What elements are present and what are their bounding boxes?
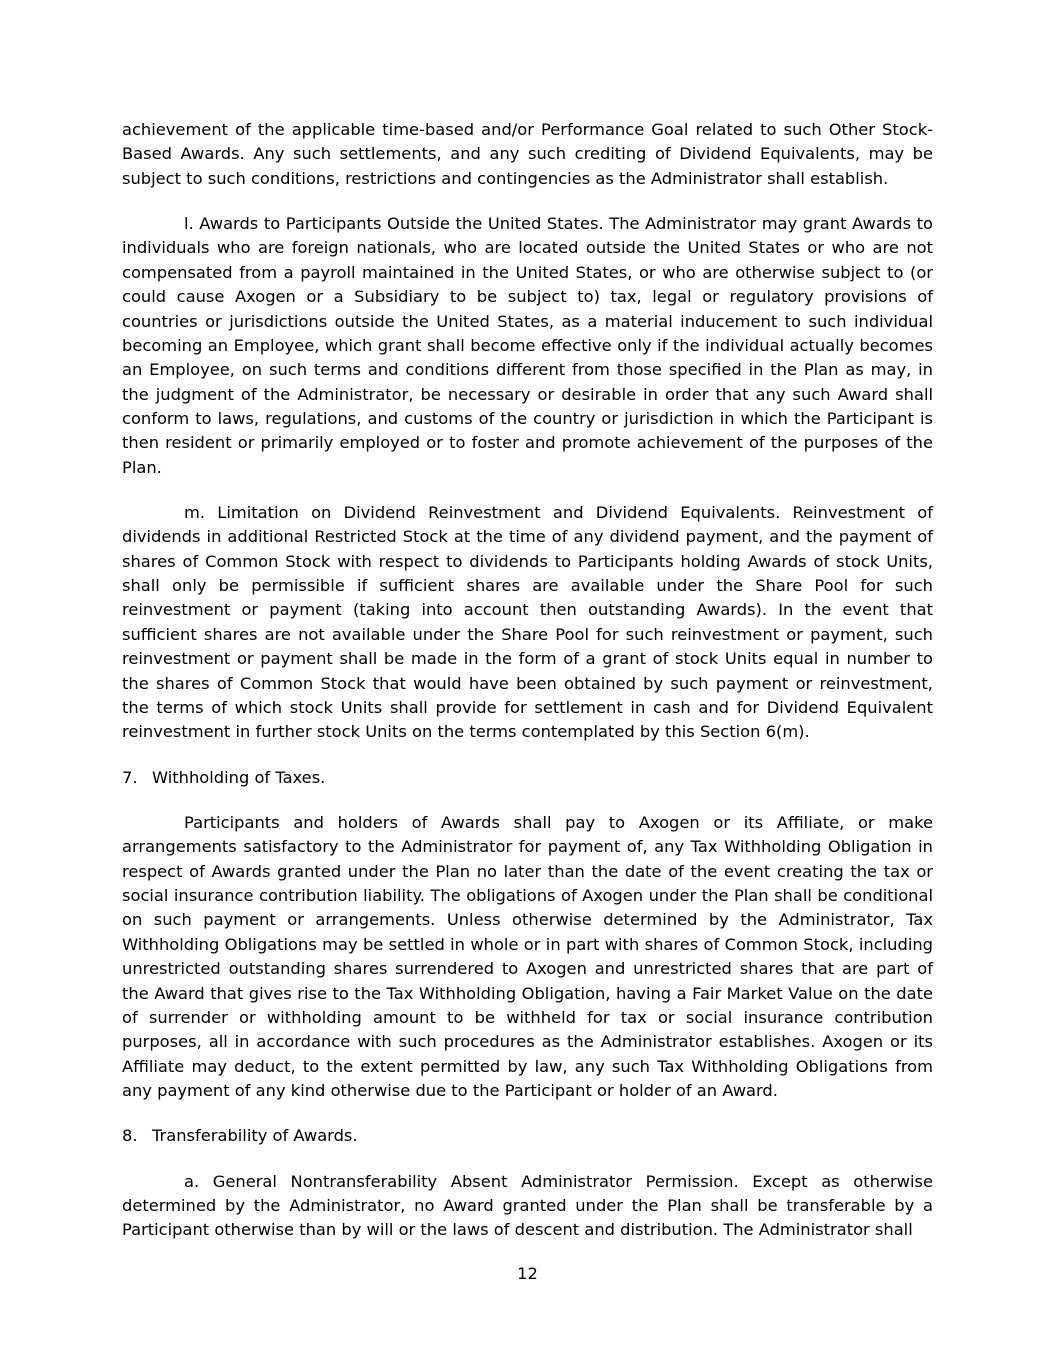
section-title: Withholding of Taxes.	[152, 767, 326, 787]
page-number: 12	[517, 1264, 538, 1283]
paragraph-continuation-other-stock-based-awards: achievement of the applicable time-based and/or Performance Goal related to such Other Stock-Based Awards. Any such settlements, and any such crediting of Dividend Equivalents, may be subject to such conditions, restrictions and contingencies as the Administrator shall establish.	[122, 120, 933, 188]
paragraph-awards-to-participants-outside-united-states: l. Awards to Participants Outside the United States. The Administrator may grant Awards to individuals who are foreign nationals, who are located outside the United States or who are not compensated from a payroll maintained in the United States, or who are otherwise subject to (or could cause Axogen or a Subsidiary to be subject to) tax, legal or regulatory provisions of countries or jurisdictions outside the United States, as a material inducement to such individual becoming an Employee, which grant shall become effective only if the individual actually becomes an Employee, on such terms and conditions different from those specified in the Plan as may, in the judgment of the Administrator, be necessary or desirable in order that any such Award shall conform to laws, regulations, and customs of the country or jurisdiction in which the Participant is then resident or primarily employed or to foster and promote achievement of the purposes of the Plan.	[122, 214, 933, 477]
section-heading-transferability-of-awards	[122, 1124, 933, 1148]
document-body	[122, 118, 933, 1243]
section-title: Transferability of Awards.	[152, 1126, 358, 1146]
section-number: 8.	[122, 1126, 138, 1146]
section-heading-withholding-of-taxes	[122, 766, 933, 790]
paragraph-limitation-on-dividend-reinvestment: m. Limitation on Dividend Reinvestment and Dividend Equivalents. Reinvestment of dividends in additional Restricted Stock at the time of any dividend payment, and the payment of shares of Common Stock with respect to dividends to Participants holding Awards of stock Units, shall only be permissible if sufficient shares are available under the Share Pool for such reinvestment or payment (taking into account then outstanding Awards). In the event that sufficient shares are not available under the Share Pool for such reinvestment or payment, such reinvestment or payment shall be made in the form of a grant of stock Units equal in number to the shares of Common Stock that would have been obtained by such payment or reinvestment, the terms of which stock Units shall provide for settlement in cash and for Dividend Equivalent reinvestment in further stock Units on the terms contemplated by this Section 6(m).	[122, 503, 933, 742]
section-number: 7.	[122, 767, 138, 787]
paragraph-withholding-of-taxes-body: Participants and holders of Awards shall pay to Axogen or its Affiliate, or make arrangements satisfactory to the Administrator for payment of, any Tax Withholding Obligation in respect of Awards granted under the Plan no later than the date of the event creating the tax or social insurance contribution liability. The obligations of Axogen under the Plan shall be conditional on such payment or arrangements. Unless otherwise determined by the Administrator, Tax Withholding Obligations may be settled in whole or in part with shares of Common Stock, including unrestricted outstanding shares surrendered to Axogen and unrestricted shares that are part of the Award that gives rise to the Tax Withholding Obligation, having a Fair Market Value on the date of surrender or withholding amount to be withheld for tax or social insurance contribution purposes, all in accordance with such procedures as the Administrator establishes. Axogen or its Affiliate may deduct, to the extent permitted by law, any such Tax Withholding Obligations from any payment of any kind otherwise due to the Participant or holder of an Award.	[122, 812, 933, 1100]
paragraph-general-nontransferability: a. General Nontransferability Absent Administrator Permission. Except as otherwise determined by the Administrator, no Award granted under the Plan shall be transferable by a Participant otherwise than by will or the laws of descent and distribution. The Administrator shall	[122, 1171, 933, 1240]
